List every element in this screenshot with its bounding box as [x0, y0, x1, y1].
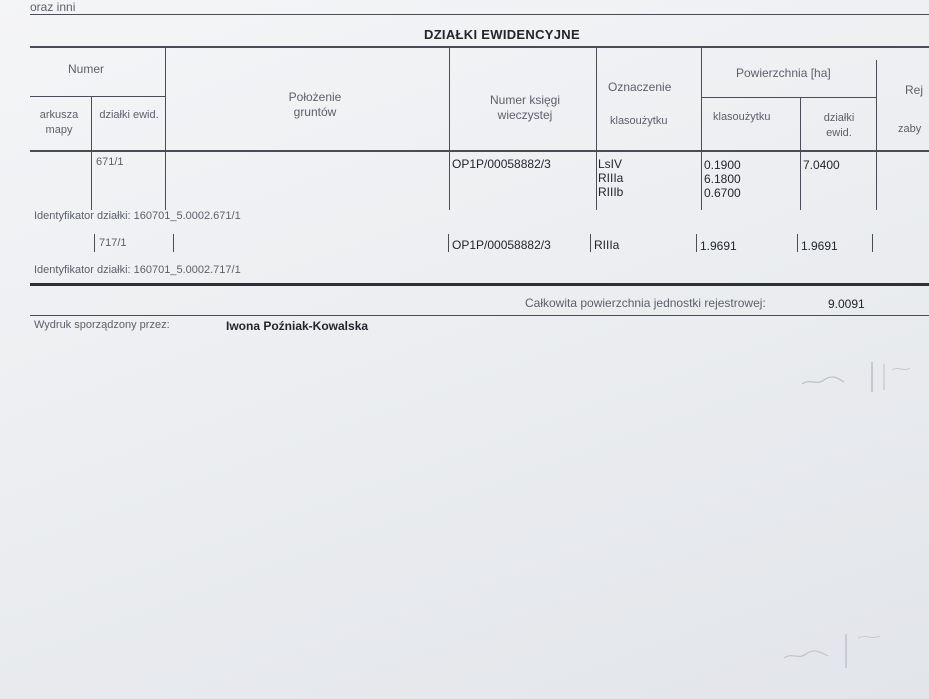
header-rej: Rej: [905, 83, 924, 97]
row2-tick-4: [590, 234, 591, 252]
col-divider-ksiega: [596, 48, 597, 210]
header-numer: Numer: [68, 62, 105, 76]
row1-klasa-1: LsIV: [598, 157, 623, 171]
row2-pow-klas-1: 1.9691: [700, 239, 737, 253]
row2-identyfikator: Identyfikator działki: 160701_5.0002.717/1: [34, 264, 241, 276]
row1-klasa-2: RIIIa: [598, 171, 624, 185]
total-label: Całkowita powierzchnia jednostki rejestrowej:: [525, 296, 766, 310]
row1-pow-klas-2: 6.1800: [704, 172, 741, 186]
printed-by-label: Wydruk sporządzony przez:: [34, 319, 170, 331]
section-title: DZIAŁKI EWIDENCYJNE: [424, 27, 580, 42]
row1-pow-klas-1: 0.1900: [704, 158, 741, 172]
header-dzialki-ewid: działki ewid.: [99, 109, 159, 121]
header-polozenie-gruntow: Położenie gruntów: [288, 90, 342, 119]
col-divider-polozenie: [449, 48, 450, 210]
row2-tick-7: [872, 234, 873, 252]
total-value: 9.0091: [828, 297, 865, 311]
row2-dzialka: 717/1: [99, 237, 127, 249]
top-text: oraz inni: [30, 0, 76, 14]
row2-pow-dzialki: 1.9691: [801, 239, 838, 253]
row2-tick-3: [448, 234, 449, 252]
header-bottom-border: [30, 150, 929, 152]
row2-tick-1: [94, 234, 95, 252]
header-pow-klasouzytku: klasoużytku: [713, 111, 771, 123]
row2-klasa-1: RIIIa: [594, 238, 620, 252]
header-numer-ksiegi: Numer księgi wieczystej: [489, 93, 561, 122]
col-divider-powierzchnia: [800, 98, 801, 210]
row1-klasa-3: RIIIb: [598, 185, 624, 199]
col-divider-arkusza: [91, 96, 92, 210]
powierzchnia-subrule: [701, 97, 876, 98]
header-powierzchnia: Powierzchnia [ha]: [736, 66, 831, 80]
header-arkusza-mapy: arkusza mapy: [39, 109, 79, 136]
printed-by-name: Iwona Poźniak-Kowalska: [226, 319, 369, 333]
show-through-mark-bottom: [780, 630, 900, 670]
row2-tick-2: [173, 234, 174, 252]
col-divider-oznaczenie: [701, 48, 702, 210]
row2-tick-6: [797, 234, 798, 252]
row1-pow-klas-3: 0.6700: [704, 186, 741, 200]
row1-ksiega: OP1P/00058882/3: [452, 157, 551, 171]
header-zaby: zaby: [898, 123, 922, 135]
row2-ksiega: OP1P/00058882/3: [452, 238, 551, 252]
header-klasouzytku: klasoużytku: [610, 115, 668, 127]
row1-identyfikator: Identyfikator działki: 160701_5.0002.671/1: [34, 210, 241, 222]
total-bottom-rule: [30, 315, 929, 316]
row1-klasy: [598, 157, 623, 199]
header-oznaczenie: Oznaczenie: [608, 80, 672, 94]
col-divider-pow-end: [876, 60, 877, 210]
header-pow-dzialki-ewid: działki ewid.: [823, 112, 855, 139]
col-divider-numer: [165, 48, 166, 210]
row1-pow-dzialki: 7.0400: [803, 158, 840, 172]
total-top-rule: [30, 283, 929, 286]
show-through-mark-top: [800, 360, 920, 394]
numer-subrule: [30, 96, 165, 97]
row1-dzialka: 671/1: [96, 156, 124, 168]
row2-tick-5: [696, 234, 697, 252]
top-rule: [30, 14, 929, 15]
row1-pow-klas: [704, 158, 741, 200]
